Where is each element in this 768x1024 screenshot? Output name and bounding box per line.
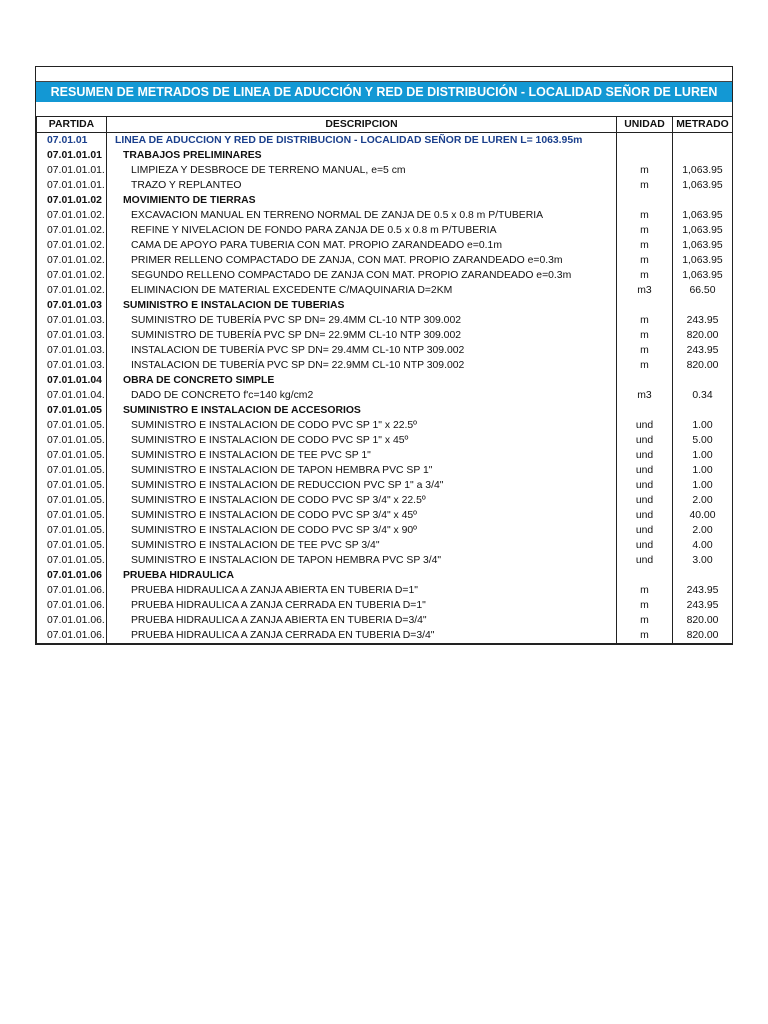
descripcion-cell: PRUEBA HIDRAULICA A ZANJA CERRADA EN TUBERIA D=1" (107, 598, 617, 613)
metrado-cell: 66.50 (673, 283, 733, 298)
metrados-table (36, 116, 733, 644)
unidad-cell: m (617, 598, 673, 613)
descripcion-cell: SEGUNDO RELLENO COMPACTADO DE ZANJA CON MAT. PROPIO ZARANDEADO e=0.3m (107, 268, 617, 283)
metrado-cell: 1.00 (673, 463, 733, 478)
descripcion-cell: EXCAVACION MANUAL EN TERRENO NORMAL DE ZANJA DE 0.5 x 0.8 m P/TUBERIA (107, 208, 617, 223)
descripcion-cell: SUMINISTRO E INSTALACION DE TUBERIAS (107, 298, 617, 313)
metrado-cell: 2.00 (673, 523, 733, 538)
unidad-cell (617, 568, 673, 583)
partida-cell: 07.01.01.05. (37, 448, 107, 463)
unidad-cell: und (617, 523, 673, 538)
partida-cell: 07.01.01.05. (37, 478, 107, 493)
partida-cell: 07.01.01.05. (37, 523, 107, 538)
unidad-cell: und (617, 463, 673, 478)
partida-cell: 07.01.01.06. (37, 613, 107, 628)
table-row (37, 388, 733, 403)
partida-cell: 07.01.01.03. (37, 313, 107, 328)
unidad-cell: m (617, 358, 673, 373)
unidad-cell: m (617, 208, 673, 223)
unidad-cell: m (617, 613, 673, 628)
metrado-cell: 820.00 (673, 328, 733, 343)
partida-cell: 07.01.01.05. (37, 493, 107, 508)
descripcion-cell: SUMINISTRO E INSTALACION DE TEE PVC SP 3/4" (107, 538, 617, 553)
metrado-cell: 1,063.95 (673, 223, 733, 238)
metrado-cell: 1,063.95 (673, 178, 733, 193)
partida-cell: 07.01.01.03. (37, 358, 107, 373)
unidad-cell: m (617, 223, 673, 238)
table-body (37, 133, 733, 644)
metrado-cell (673, 193, 733, 208)
partida-cell: 07.01.01 (37, 133, 107, 149)
descripcion-cell: DADO DE CONCRETO f'c=140 kg/cm2 (107, 388, 617, 403)
partida-cell: 07.01.01.05. (37, 538, 107, 553)
partida-cell: 07.01.01.05. (37, 553, 107, 568)
table-row (37, 493, 733, 508)
descripcion-cell: TRAZO Y REPLANTEO (107, 178, 617, 193)
table-row (37, 253, 733, 268)
table-row (37, 223, 733, 238)
metrado-cell: 1.00 (673, 478, 733, 493)
table-row (37, 628, 733, 644)
metrado-cell: 1,063.95 (673, 268, 733, 283)
table-row (37, 328, 733, 343)
section-row (37, 193, 733, 208)
unidad-cell: m (617, 163, 673, 178)
unidad-cell: m (617, 328, 673, 343)
unidad-cell: und (617, 433, 673, 448)
metrado-cell: 4.00 (673, 538, 733, 553)
unidad-cell: m (617, 313, 673, 328)
descripcion-cell: TRABAJOS PRELIMINARES (107, 148, 617, 163)
metrado-cell: 1.00 (673, 448, 733, 463)
metrado-cell: 0.34 (673, 388, 733, 403)
descripcion-cell: LIMPIEZA Y DESBROCE DE TERRENO MANUAL, e=5 cm (107, 163, 617, 178)
section-row (37, 298, 733, 313)
table-row (37, 583, 733, 598)
descripcion-cell: OBRA DE CONCRETO SIMPLE (107, 373, 617, 388)
table-row (37, 463, 733, 478)
descripcion-cell: SUMINISTRO E INSTALACION DE REDUCCION PVC SP 1" a 3/4" (107, 478, 617, 493)
partida-cell: 07.01.01.02. (37, 208, 107, 223)
metrado-cell: 820.00 (673, 358, 733, 373)
descripcion-cell: PRUEBA HIDRAULICA A ZANJA ABIERTA EN TUBERIA D=1" (107, 583, 617, 598)
metrado-cell: 3.00 (673, 553, 733, 568)
unidad-cell: m (617, 238, 673, 253)
metrado-cell: 1,063.95 (673, 253, 733, 268)
descripcion-cell: ELIMINACION DE MATERIAL EXCEDENTE C/MAQUINARIA D=2KM (107, 283, 617, 298)
descripcion-cell: SUMINISTRO E INSTALACION DE CODO PVC SP 3/4" x 45º (107, 508, 617, 523)
table-row (37, 358, 733, 373)
unidad-cell: m (617, 268, 673, 283)
descripcion-cell: PRUEBA HIDRAULICA A ZANJA CERRADA EN TUBERIA D=3/4" (107, 628, 617, 644)
table-row (37, 448, 733, 463)
partida-cell: 07.01.01.03 (37, 298, 107, 313)
partida-cell: 07.01.01.02. (37, 283, 107, 298)
partida-cell: 07.01.01.04 (37, 373, 107, 388)
descripcion-cell: INSTALACION DE TUBERÍA PVC SP DN= 22.9MM CL-10 NTP 309.002 (107, 358, 617, 373)
table-row (37, 313, 733, 328)
metrado-cell (673, 133, 733, 149)
unidad-cell: m3 (617, 283, 673, 298)
unidad-cell (617, 148, 673, 163)
section-row (37, 403, 733, 418)
metrado-cell (673, 373, 733, 388)
table-row (37, 523, 733, 538)
unidad-cell (617, 403, 673, 418)
descripcion-cell: SUMINISTRO E INSTALACION DE CODO PVC SP 1" x 22.5º (107, 418, 617, 433)
table-row (37, 208, 733, 223)
unidad-cell: m (617, 343, 673, 358)
descripcion-cell: PRIMER RELLENO COMPACTADO DE ZANJA, CON MAT. PROPIO ZARANDEADO e=0.3m (107, 253, 617, 268)
metrado-cell (673, 403, 733, 418)
descripcion-cell: SUMINISTRO E INSTALACION DE CODO PVC SP 3/4" x 22.5º (107, 493, 617, 508)
partida-cell: 07.01.01.06 (37, 568, 107, 583)
metrado-cell (673, 148, 733, 163)
partida-cell: 07.01.01.01. (37, 178, 107, 193)
metrado-cell (673, 568, 733, 583)
title-spacer (36, 102, 732, 116)
partida-cell: 07.01.01.01 (37, 148, 107, 163)
table-row (37, 478, 733, 493)
partida-cell: 07.01.01.06. (37, 583, 107, 598)
unidad-cell (617, 373, 673, 388)
table-row (37, 598, 733, 613)
partida-cell: 07.01.01.02. (37, 238, 107, 253)
descripcion-cell: SUMINISTRO E INSTALACION DE TAPON HEMBRA PVC SP 1" (107, 463, 617, 478)
sheet-title: RESUMEN DE METRADOS DE LINEA DE ADUCCIÓN Y RED DE DISTRIBUCIÓN - LOCALIDAD SEÑOR DE LUREN (36, 82, 732, 102)
partida-cell: 07.01.01.05 (37, 403, 107, 418)
descripcion-cell: SUMINISTRO E INSTALACION DE TAPON HEMBRA PVC SP 3/4" (107, 553, 617, 568)
unidad-cell: und (617, 493, 673, 508)
table-row (37, 343, 733, 358)
metrado-cell: 1,063.95 (673, 163, 733, 178)
sheet-top-gap (36, 67, 732, 82)
unidad-cell: und (617, 508, 673, 523)
header-descripcion: DESCRIPCION (107, 117, 617, 133)
descripcion-cell: SUMINISTRO E INSTALACION DE ACCESORIOS (107, 403, 617, 418)
descripcion-cell: SUMINISTRO DE TUBERÍA PVC SP DN= 29.4MM CL-10 NTP 309.002 (107, 313, 617, 328)
unidad-cell: m (617, 253, 673, 268)
metrado-cell: 243.95 (673, 343, 733, 358)
partida-cell: 07.01.01.02 (37, 193, 107, 208)
metrado-cell: 40.00 (673, 508, 733, 523)
metrado-cell: 1,063.95 (673, 238, 733, 253)
table-row (37, 268, 733, 283)
descripcion-cell: SUMINISTRO DE TUBERÍA PVC SP DN= 22.9MM CL-10 NTP 309.002 (107, 328, 617, 343)
metrado-cell: 243.95 (673, 313, 733, 328)
main-title-row (37, 133, 733, 149)
metrado-cell: 2.00 (673, 493, 733, 508)
unidad-cell: m (617, 583, 673, 598)
unidad-cell: m3 (617, 388, 673, 403)
unidad-cell: m (617, 628, 673, 644)
header-unidad: UNIDAD (617, 117, 673, 133)
unidad-cell (617, 193, 673, 208)
partida-cell: 07.01.01.04. (37, 388, 107, 403)
partida-cell: 07.01.01.05. (37, 508, 107, 523)
table-row (37, 553, 733, 568)
descripcion-cell: PRUEBA HIDRAULICA (107, 568, 617, 583)
descripcion-cell: MOVIMIENTO DE TIERRAS (107, 193, 617, 208)
section-row (37, 568, 733, 583)
unidad-cell (617, 133, 673, 149)
table-row (37, 538, 733, 553)
table-row (37, 508, 733, 523)
descripcion-cell: REFINE Y NIVELACION DE FONDO PARA ZANJA DE 0.5 x 0.8 m P/TUBERIA (107, 223, 617, 238)
unidad-cell: und (617, 448, 673, 463)
unidad-cell: m (617, 178, 673, 193)
unidad-cell: und (617, 418, 673, 433)
partida-cell: 07.01.01.01. (37, 163, 107, 178)
table-row (37, 418, 733, 433)
partida-cell: 07.01.01.03. (37, 328, 107, 343)
table-row (37, 283, 733, 298)
partida-cell: 07.01.01.03. (37, 343, 107, 358)
partida-cell: 07.01.01.02. (37, 268, 107, 283)
metrado-cell: 820.00 (673, 613, 733, 628)
unidad-cell: und (617, 478, 673, 493)
partida-cell: 07.01.01.05. (37, 463, 107, 478)
metrado-cell (673, 298, 733, 313)
metrado-cell: 1,063.95 (673, 208, 733, 223)
metrado-cell: 820.00 (673, 628, 733, 644)
header-metrado: METRADO (673, 117, 733, 133)
unidad-cell: und (617, 553, 673, 568)
descripcion-cell: SUMINISTRO E INSTALACION DE CODO PVC SP 3/4" x 90º (107, 523, 617, 538)
section-row (37, 148, 733, 163)
metrado-cell: 243.95 (673, 583, 733, 598)
unidad-cell (617, 298, 673, 313)
partida-cell: 07.01.01.06. (37, 598, 107, 613)
table-row (37, 163, 733, 178)
section-row (37, 373, 733, 388)
descripcion-cell: PRUEBA HIDRAULICA A ZANJA ABIERTA EN TUBERIA D=3/4" (107, 613, 617, 628)
metrado-cell: 243.95 (673, 598, 733, 613)
metrados-sheet (35, 66, 733, 645)
partida-cell: 07.01.01.05. (37, 418, 107, 433)
table-row (37, 613, 733, 628)
partida-cell: 07.01.01.02. (37, 253, 107, 268)
header-row (37, 117, 733, 133)
partida-cell: 07.01.01.06. (37, 628, 107, 644)
table-row (37, 238, 733, 253)
metrado-cell: 1.00 (673, 418, 733, 433)
descripcion-cell: SUMINISTRO E INSTALACION DE TEE PVC SP 1" (107, 448, 617, 463)
table-row (37, 433, 733, 448)
unidad-cell: und (617, 538, 673, 553)
descripcion-cell: CAMA DE APOYO PARA TUBERIA CON MAT. PROPIO ZARANDEADO e=0.1m (107, 238, 617, 253)
metrado-cell: 5.00 (673, 433, 733, 448)
descripcion-cell: LINEA DE ADUCCION Y RED DE DISTRIBUCION - LOCALIDAD SEÑOR DE LUREN L= 1063.95m (107, 133, 617, 149)
partida-cell: 07.01.01.02. (37, 223, 107, 238)
descripcion-cell: INSTALACION DE TUBERÍA PVC SP DN= 29.4MM CL-10 NTP 309.002 (107, 343, 617, 358)
header-partida: PARTIDA (37, 117, 107, 133)
table-row (37, 178, 733, 193)
partida-cell: 07.01.01.05. (37, 433, 107, 448)
descripcion-cell: SUMINISTRO E INSTALACION DE CODO PVC SP 1" x 45º (107, 433, 617, 448)
